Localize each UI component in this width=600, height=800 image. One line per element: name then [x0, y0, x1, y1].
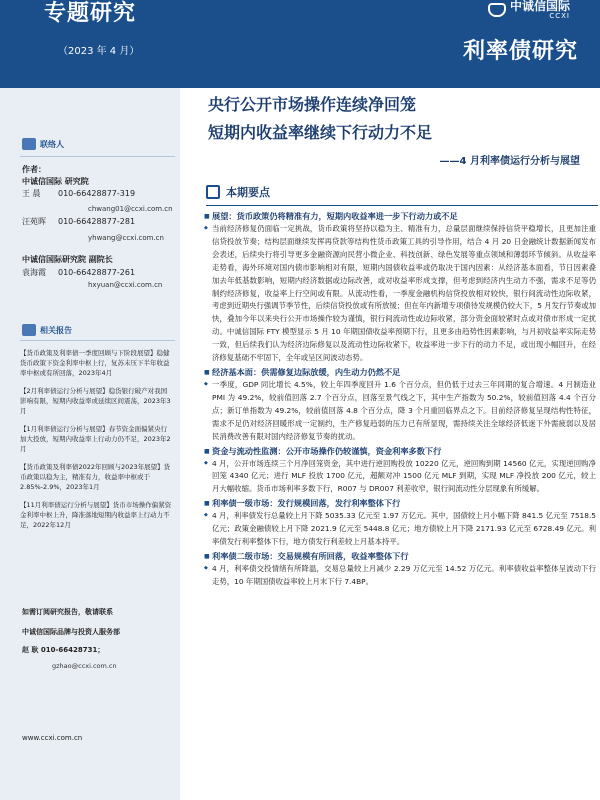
section-paragraph	[204, 510, 596, 549]
company-logo	[488, 0, 570, 20]
author-dept: 中诚信国际 研究院	[22, 177, 89, 186]
subscribe-email[interactable]: gzhao@ccxi.com.cn	[52, 662, 117, 670]
key-points-header	[206, 184, 270, 200]
person-name: 汪苑晖	[22, 217, 46, 226]
key-points-rule	[206, 205, 598, 206]
sidebar	[0, 88, 180, 800]
key-points-body	[204, 210, 596, 590]
paragraph-text: ◆ 4 月，公开市场连续三个月净回笼资金，其中进行逆回购投放 10220 亿元，逆回购到期 14560 亿元，实现逆回购净回笼 4340 亿元；进行 MLF 投放 1700 亿元，超额对冲 1500 亿元 MLF 到期，实现 MLF 净投放 200 亿元，较上月大幅收缩。货币市场利率多数下行，R007 与 DR007 利差收窄，银行间流动性分层现象有所缓解。	[212, 458, 596, 494]
paragraph-text: ◆ 一季度，GDP 同比增长 4.5%，较上年四季度回升 1.6 个百分点，但仍低于过去三年同期的复合增速。4 月制造业 PMI 为 49.2%，较前值回落 2.7 个百分点，回落至景气线之下，其中生产指数为 50.2%，较前值回落 4.4 个百分点；新订单指数为 49.2%，较前值回落 4.8 个百分点，降 3 个月重回临界点之下。目前经济修复呈现结构性特征，需求不足仍对经济回暖形成一定制约，生产修复趋弱的压力已有所显现，需持续关注全球经济低迷下外需疲弱以及居民消费改善有限对国内经济修复节奏的扰动。	[212, 379, 596, 441]
paragraph-text: ◆ 当前经济修复仍面临一定挑战，货币政策将坚持以稳为主、精准有力，总量层面继续保持信贷平稳增长，且更加注重信贷投放节奏；结构层面继续发挥再贷款等结构性货币政策工具的引导作用，结合 4 月 20 日金融统计数据新闻发布会表述，后续央行将引导更多金融资源向民营小微企业、科技创新、绿色发展等重点领域和薄弱环节倾斜。从收益率走势看，海外环境对国内债市影响相对有限，短期内国债收益率或仍取决于国内因素：从经济基本面看，节日因素叠加去年低基数影响，短期内经济数据或边际改善，或对收益率形成支撑，但考虑到经济内生动力不强，需求不足等仍制约经济修复，收益率上行空间或有限。从流动性看，一季度金融机构信贷投放相对较快，银行间流动性边际收紧，考虑到近期央行强调节季节性，后续信贷投放或有所放缓；但在年内新增专项债待发规模仍较大下，5 月发行节奏或加快，叠加今年以来央行公开市场操作较为谨慎，银行间流动性或边际收紧，部分资金面较紧时点或对债市形成一定扰动。中诚信国际 FTY 模型显示 5 月 10 年期国债收益率预期下行，且更多由趋势性因素影响，与月初收益率实际走势一致，但后续我们认为经济边际修复以及流动性边际收紧下，收益率进一步下行的动力不足，或出现小幅回升，在经济修复基础不牢固下，全年或呈区间波动态势。	[212, 224, 596, 363]
headline-line-2: 短期内收益率继续下行动力不足	[208, 123, 433, 142]
report-type: 利率债研究	[462, 39, 578, 64]
section-paragraph	[204, 223, 596, 365]
author-label: 作者：	[22, 165, 46, 174]
vp-name: 袁海霞	[22, 268, 46, 277]
section-paragraph	[204, 379, 596, 444]
logo-text: 中诚信国际	[509, 0, 570, 13]
person-name: 王 晨	[22, 189, 41, 198]
subscribe-note: 如需订阅研究报告，敬请联系	[22, 608, 113, 616]
related-report[interactable]: 【1月利率债运行分析与展望】春节资金面偏紧央行加大投放，短期内收益率上行动力仍不足，2023年2月	[20, 425, 171, 453]
paragraph-text: ◆ 4 月，利率债交投情绪有所降温，交易总量较上月减少 2.29 万亿元至 14.52 万亿元。利率债收益率整体呈波动下行走势，10 年期国债收益率较上月末下行 7.4BP。	[212, 563, 596, 586]
person-email[interactable]: chwang01@ccxi.com.cn	[88, 205, 173, 213]
related-reports-list	[20, 348, 172, 538]
related-reports-icon	[22, 324, 36, 336]
report-date: （2023 年 4 月）	[58, 46, 140, 57]
header-band	[0, 0, 600, 88]
related-report[interactable]: 【货币政策及利率债一季度回顾与下阶段展望】稳健货币政策下资金利率中枢上行，复苏未压下半年收益率中枢或有所回落，2023年4月	[20, 349, 170, 377]
subscribe-org: 中诚信国际品牌与投资人服务部	[22, 628, 120, 636]
person-email[interactable]: yhwang@ccxi.com.cn	[88, 234, 164, 242]
section-heading: ■ 经济基本面：供需修复边际放缓，内生动力仍然不足	[204, 366, 596, 379]
report-subtitle: ——4 月利率债运行分析与展望	[439, 156, 580, 167]
main-content	[182, 88, 600, 800]
vp-phone: 010-66428877-261	[58, 268, 136, 277]
paragraph-text: ◆ 4 月，利率债发行总量较上月下降 5035.33 亿元至 1.97 万亿元。其中，国债较上月小幅下降 841.5 亿元至 7518.5 亿元；政策金融债较上月下降 2021.9 亿元至 5448.8 亿元；地方债较上月下降 2171.93 亿元至 6728.49 亿元。利率债发行利率整体下行，地方债发行利差较上月基本持平。	[212, 511, 596, 547]
person-phone: 010-66428877-281	[58, 217, 136, 226]
key-points-label: 本期要点	[226, 186, 270, 199]
contacts-label: 联络人	[40, 139, 64, 149]
headline-line-1: 央行公开市场操作连续净回笼	[208, 95, 417, 114]
related-report[interactable]: 【2月利率债运行分析与展望】稳货银行破产对我国影响有限，短期内收益率或延续区间震荡，2023年3月	[20, 387, 171, 415]
sidebar-divider	[20, 340, 175, 341]
vp-dept: 中诚信国际研究院 副院长	[22, 255, 113, 264]
related-label: 相关报告	[40, 325, 72, 335]
website-link[interactable]: www.ccxi.com.cn	[22, 734, 83, 742]
section-heading: ■ 利率债二级市场：交易规模有所回落，收益率整体下行	[204, 550, 596, 563]
contacts-header	[22, 138, 64, 150]
logo-mark-icon	[488, 3, 506, 17]
section-heading: ■ 资金与流动性监测：公开市场操作仍较谨慎，资金利率多数下行	[204, 445, 596, 458]
section-heading: ■ 展望：货币政策仍将精准有力，短期内收益率进一步下行动力或不足	[204, 210, 596, 223]
person-phone: 010-66428877-319	[58, 189, 136, 198]
contacts-icon	[22, 138, 36, 150]
key-points-icon	[206, 185, 220, 199]
logo-sub: CCXI	[549, 12, 570, 20]
series-title: 专题研究	[44, 1, 137, 26]
vp-email[interactable]: hxyuan@ccxi.com.cn	[88, 281, 163, 289]
section-paragraph	[204, 458, 596, 497]
related-report[interactable]: 【货币政策及利率债2022年回顾与2023年展望】货币政策以稳为主，精准有力，收益率中枢或于2.85%-2.9%，2023年1月	[20, 463, 171, 491]
related-report[interactable]: 【11月利率债运行分析与展望】货币市场操作偏紧资金利率中枢上升，降准落地短期内收益率上行动力不足，2022年12月	[20, 501, 172, 529]
section-heading: ■ 利率债一级市场：发行规模回落，发行利率整体下行	[204, 497, 596, 510]
related-header	[22, 324, 72, 336]
section-paragraph	[204, 563, 596, 589]
sidebar-divider	[20, 156, 175, 157]
subscribe-person: 赵 耿 010-66428731；	[22, 646, 105, 654]
